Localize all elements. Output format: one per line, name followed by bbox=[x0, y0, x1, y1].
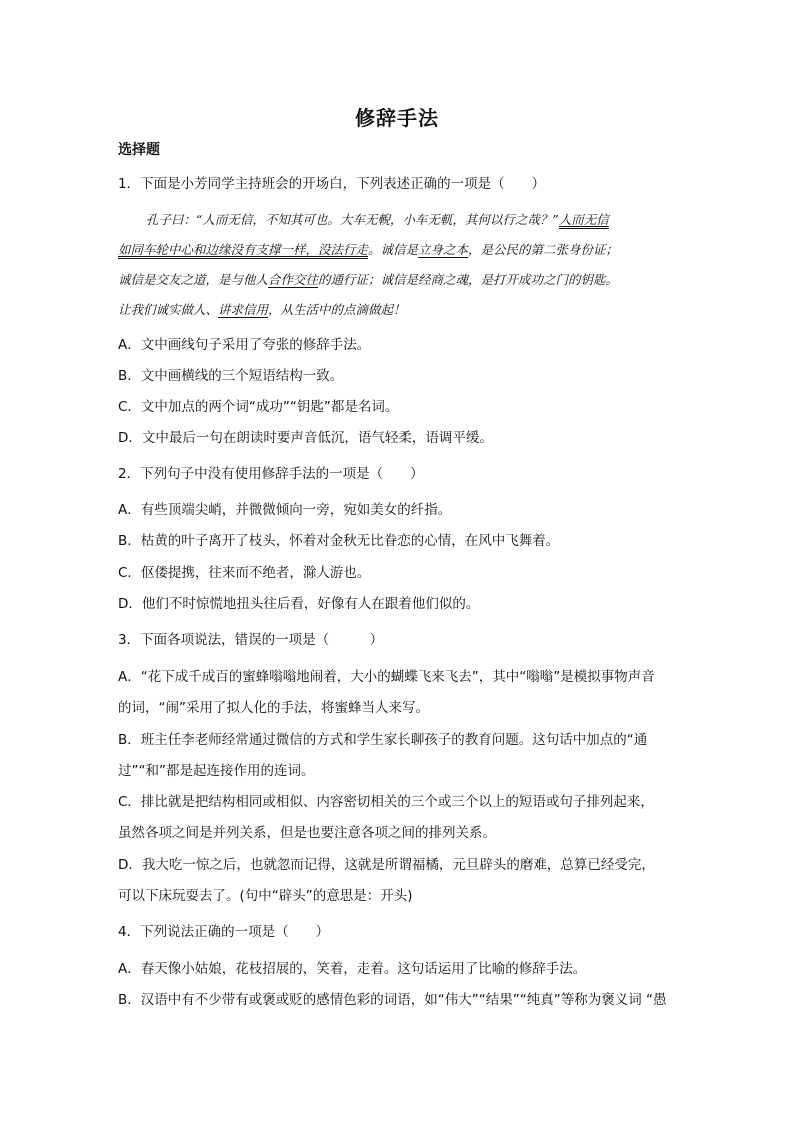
q3-option-b-line2: 过”“和”都是起连接作用的连词。 bbox=[118, 763, 315, 779]
passage-text: ，从生活中的点滴做起！ bbox=[268, 302, 406, 317]
question-1-stem: 1．下面是小芳同学主持班会的开场白，下列表述正确的一项是（ ） bbox=[118, 176, 546, 192]
passage-text: 让我们诚实做人、 bbox=[118, 302, 219, 317]
q3-option-c-line2: 虽然各项之间是并列关系，但是也要注意各项之间的排列关系。 bbox=[118, 825, 496, 841]
passage-underlined: 合作交往 bbox=[268, 272, 319, 287]
passage-line-2 bbox=[118, 240, 678, 258]
q3-option-b-line1: B．班主任李老师经常通过微信的方式和学生家长聊孩子的教育问题。这句话中加点的“通 bbox=[118, 732, 648, 748]
passage-line-3 bbox=[118, 270, 678, 288]
passage-text: 的通行证；诚信是经商之魂，是打开成功之门的钥匙。 bbox=[318, 272, 619, 287]
q1-option-a: A．文中画线句子采用了夸张的修辞手法。 bbox=[118, 337, 371, 353]
q3-option-d-line1: D．我大吃一惊之后，也就忽而记得，这就是所谓福橘，元旦辟头的磨难，总算已经受完， bbox=[118, 857, 655, 873]
q4-option-b: B．汉语中有不少带有或褒或贬的感情色彩的词语，如“伟大”“结果”“纯真”等称为褒义词 “愚 bbox=[118, 992, 667, 1008]
q2-option-b: B．枯黄的叶子离开了枝头，怀着对金秋无比眷恋的心情，在风中飞舞着。 bbox=[118, 533, 560, 549]
q2-option-a: A．有些顶端尖峭，并微微倾向一旁，宛如美女的纤指。 bbox=[118, 502, 452, 518]
passage-text: 孔子曰：“人而无信，不知其可也。大车无輗，小车无軏，其何以行之哉？” bbox=[146, 212, 559, 227]
passage-underlined: 人而无信 bbox=[558, 212, 609, 227]
q1-option-b: B．文中画横线的三个短语结构一致。 bbox=[118, 368, 344, 384]
question-3-stem: 3．下面各项说法，错误的一项是（ ） bbox=[118, 632, 384, 648]
passage-line-1 bbox=[146, 210, 706, 228]
passage-underlined: 立身之本 bbox=[418, 242, 469, 257]
q3-option-c-line1: C．排比就是把结构相同或相似、内容密切相关的三个或三个以上的短语或句子排列起来， bbox=[118, 794, 654, 810]
q2-option-c: C．伛偻提携，往来而不绝者，滁人游也。 bbox=[118, 565, 371, 581]
section-heading: 选择题 bbox=[118, 142, 160, 158]
passage-underlined: 讲求信用 bbox=[218, 302, 269, 317]
q3-option-a-line2: 的词，“闹”采用了拟人化的手法，将蜜蜂当人来写。 bbox=[118, 700, 429, 716]
q3-option-d-line2: 可以下床玩耍去了。(句中“辟头”的意思是：开头) bbox=[118, 888, 413, 904]
passage-underlined: 如同车轮中心和边缘没有支撑一样，没法行走 bbox=[118, 242, 369, 257]
q1-option-d: D．文中最后一句在朗读时要声音低沉，语气轻柔，语调平缓。 bbox=[118, 430, 493, 446]
passage-line-4 bbox=[118, 300, 678, 318]
q2-option-d: D．他们不时惊慌地扭头往后看，好像有人在跟着他们似的。 bbox=[118, 596, 480, 612]
passage-text: 诚信是交友之道，是与他人 bbox=[118, 272, 269, 287]
q3-option-a-line1: A．“花下成千成百的蜜蜂嗡嗡地闹着，大小的蝴蝶飞来飞去”，其中“嗡嗡”是模拟事物声音 bbox=[118, 669, 655, 685]
passage-text: ，是公民的第二张身份证； bbox=[468, 242, 619, 257]
question-4-stem: 4．下列说法正确的一项是（ ） bbox=[118, 924, 330, 940]
q1-option-c: C．文中加点的两个词“成功”“钥匙”都是名词。 bbox=[118, 399, 399, 415]
question-2-stem: 2．下列句子中没有使用修辞手法的一项是（ ） bbox=[118, 466, 424, 482]
passage-text: 。诚信是 bbox=[368, 242, 419, 257]
q4-option-a: A．春天像小姑娘，花枝招展的，笑着，走着。这句话运用了比喻的修辞手法。 bbox=[118, 961, 587, 977]
page-title: 修辞手法 bbox=[355, 106, 439, 130]
